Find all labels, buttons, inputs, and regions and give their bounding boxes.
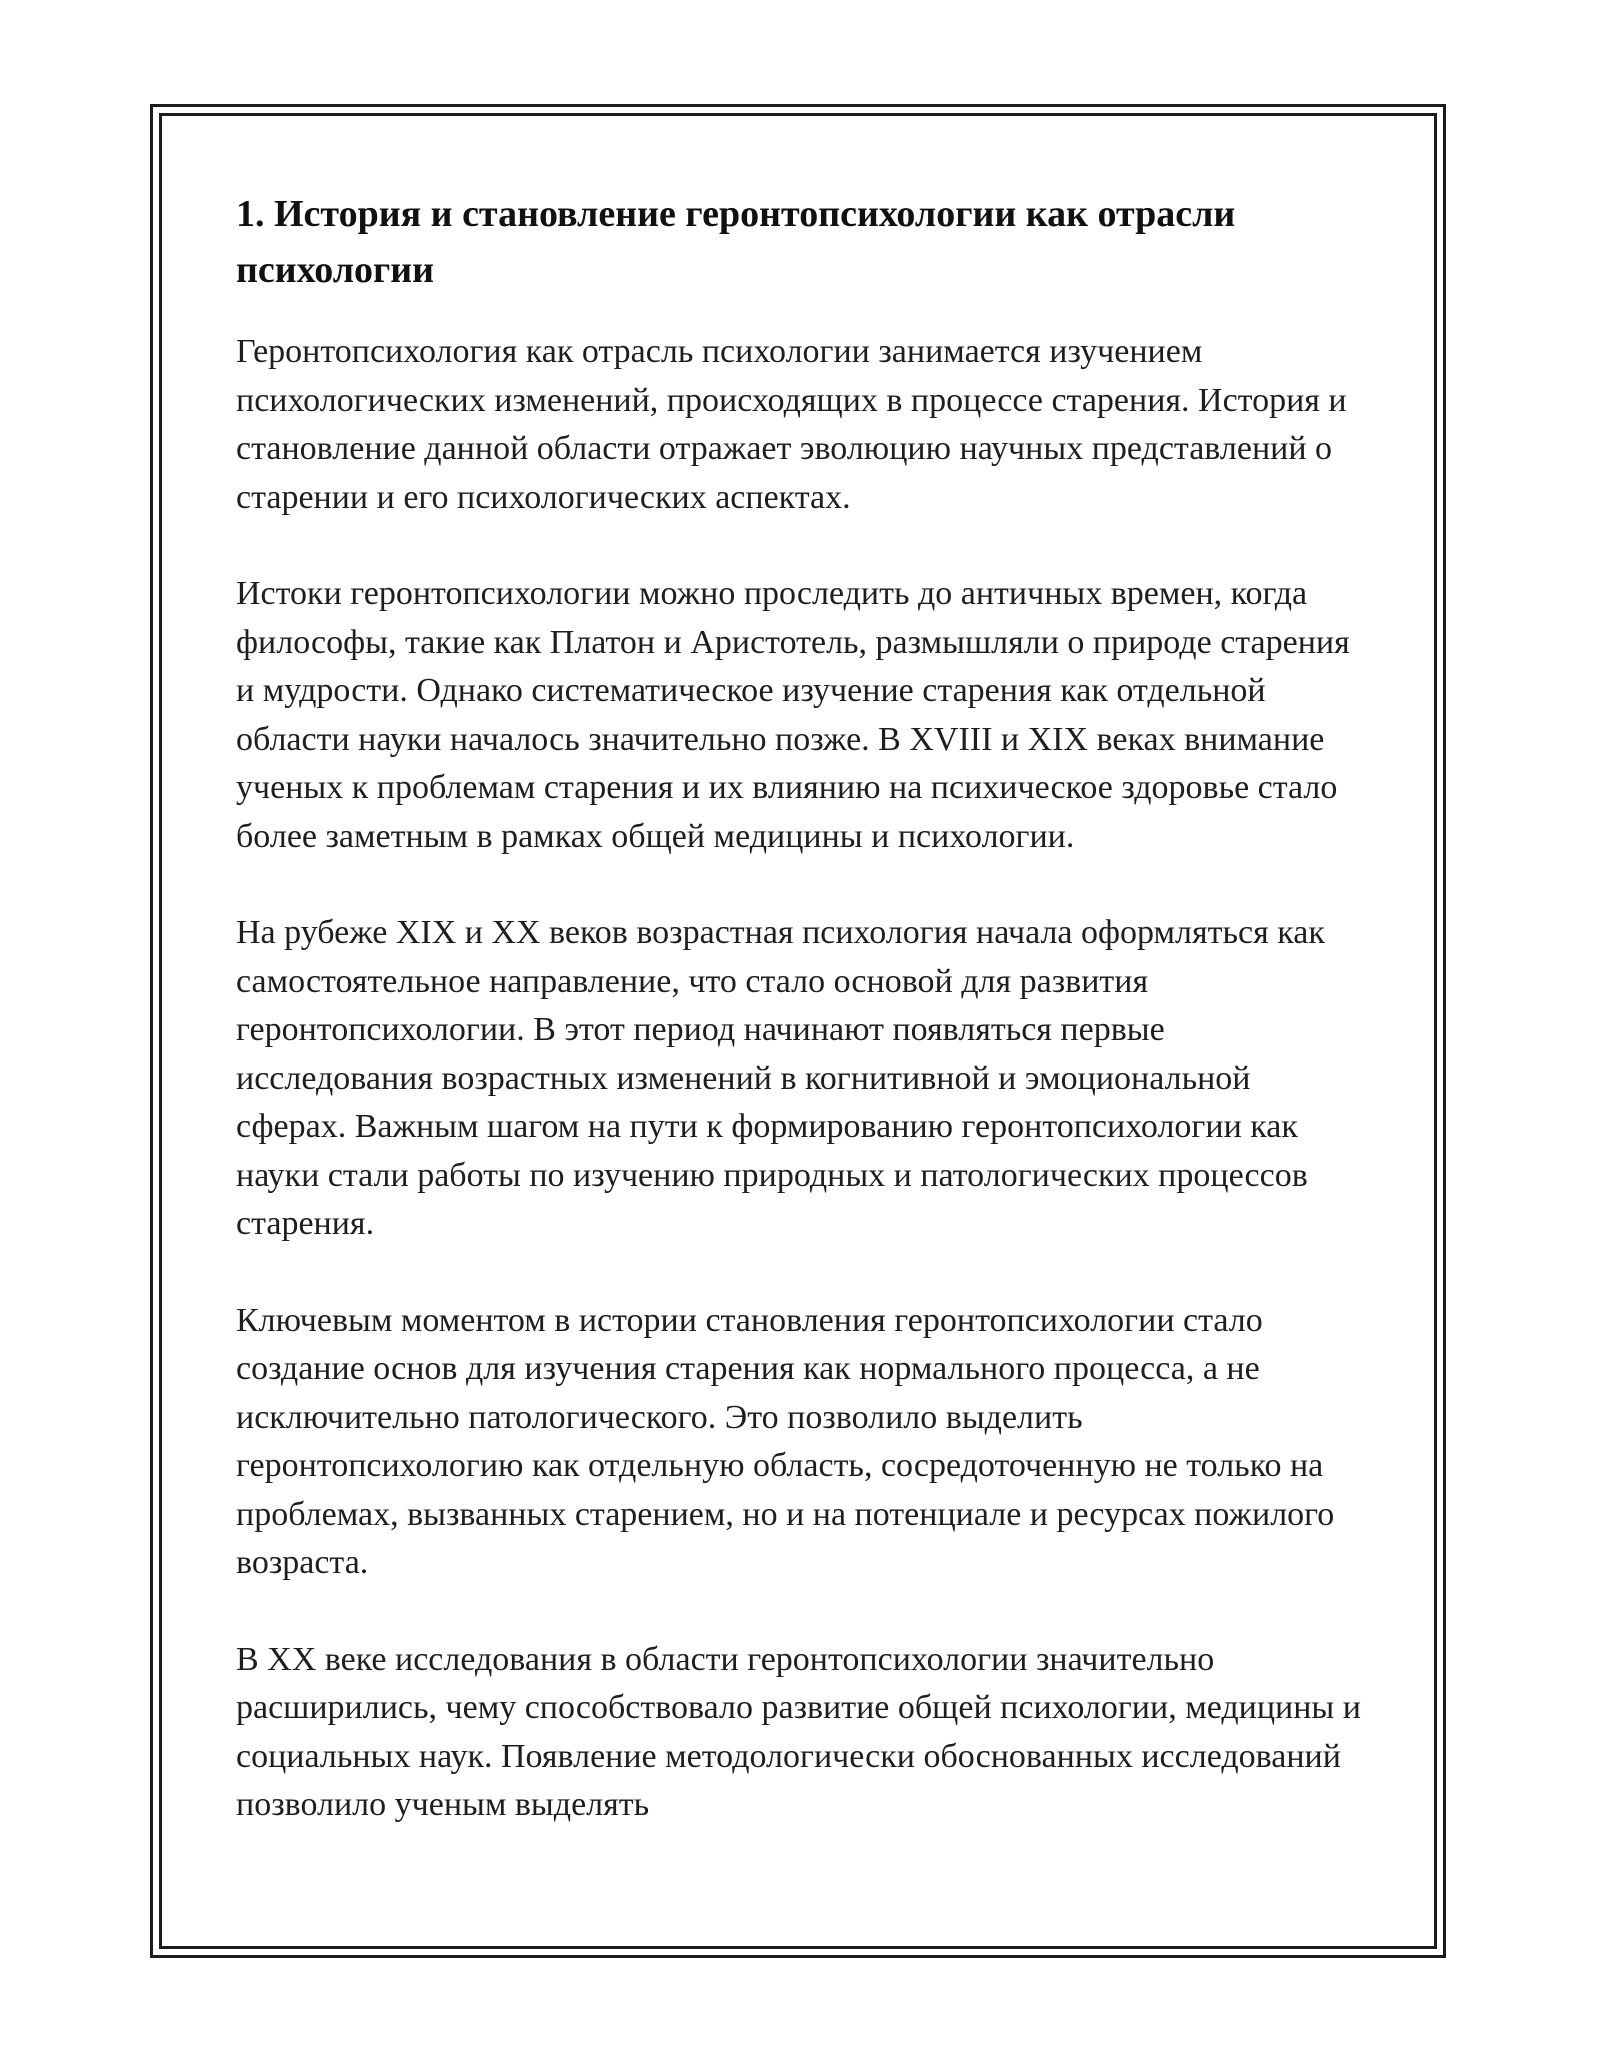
paragraph-origins: Истоки геронтопсихологии можно проследить до античных времен, когда философы, такие как Платон и Аристотель, размышляли о природе старения и мудрости. Однако систематическое изучение старения как отдельной области науки началось значительно позже. В XVIII и XIX веках внимание ученых к проблемам старения и их влиянию на психическое здоровье стало более заметным в рамках общей медицины и психологии.	[236, 575, 1350, 855]
paragraph-key-moment: Ключевым моментом в истории становления геронтопсихологии стало создание основ для изучения старения как нормального процесса, а не исключительно патологического. Это позволило выделить геронтопсихологию как отдельную область, сосредоточенную не только на проблемах, вызванных старением, но и на потенциале и ресурсах пожилого возраста.	[236, 1301, 1335, 1581]
document-body	[236, 186, 1366, 1878]
paragraph-twentieth-century: В XX веке исследования в области геронтопсихологии значительно расширились, чему способствовало развитие общей психологии, медицины и социальных наук. Появление методологически обоснованных исследований позволило ученым выделять	[236, 1640, 1361, 1823]
paragraph-turn-of-century: На рубеже XIX и XX веков возрастная психология начала оформляться как самостоятельное направление, что стало основой для развития геронтопсихологии. В этот период начинают появляться первые исследования возрастных изменений в когнитивной и эмоциональной сферах. Важным шагом на пути к формированию геронтопсихологии как науки стали работы по изучению природных и патологических процессов старения.	[236, 914, 1325, 1242]
section-heading: 1. История и становление геронтопсихологии как отрасли психологии	[236, 193, 1236, 291]
paragraph-intro: Геронтопсихология как отрасль психологии занимается изучением психологических изменений, происходящих в процессе старения. История и становление данной области отражает эволюцию научных представлений о старении и его психологических аспектах.	[236, 333, 1347, 516]
